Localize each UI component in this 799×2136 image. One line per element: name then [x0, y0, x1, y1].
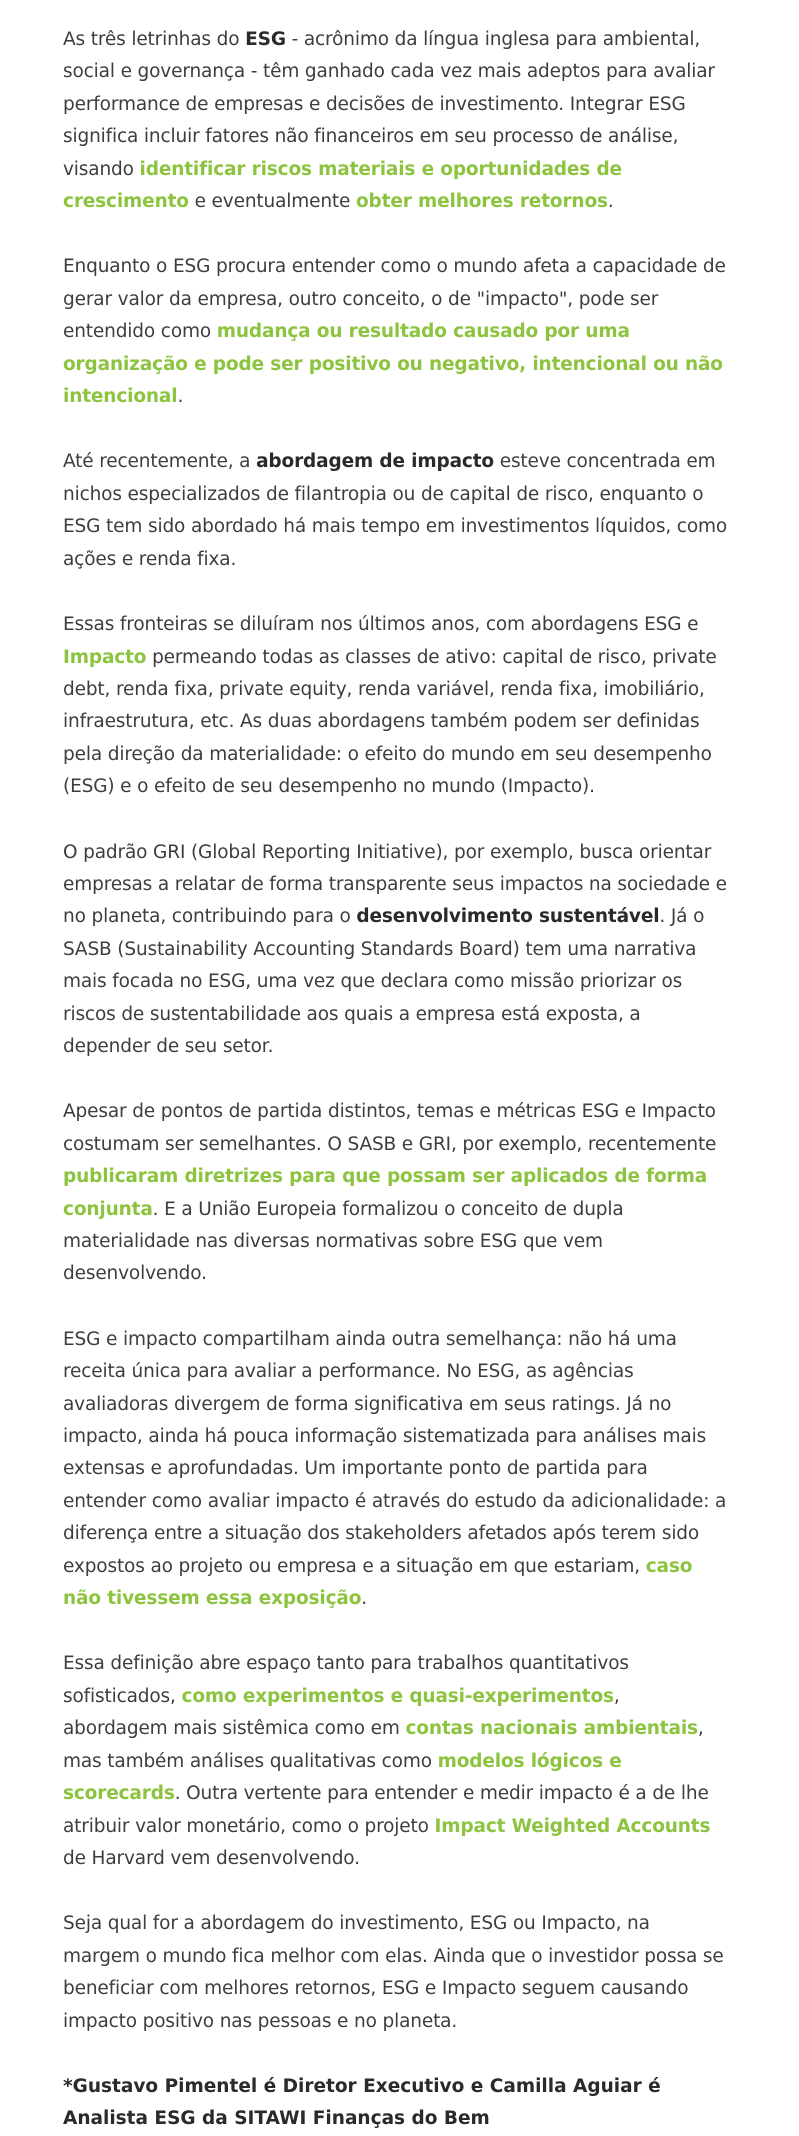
- text: ESG e impacto compartilham ainda outra semelhança: não há uma receita única para avaliar a performance. No ESG, as agências avaliadoras divergem de forma significativa em seus ratings. Já no impacto, ainda há pouca informação sistematizada para análises mais extensas e aprofundadas. Um importante ponto de partida para entender como avaliar impacto é através do estudo da adicionalidade: a diferença entre a situação dos stakeholders afetados após terem sido expostos ao projeto ou empresa e a situação em que estariam,: [63, 1328, 727, 1577]
- article-body: [63, 24, 729, 2136]
- text: Enquanto o ESG procura entender como o mundo afeta a capacidade de gerar valor da empresa, outro conceito, o de "impacto", pode ser entendido como: [63, 256, 726, 343]
- text: . Já o SASB (Sustainability Accounting Standards Board) tem uma narrativa mais focada no ESG, uma vez que declara como missão priorizar os riscos de sustentabilidade aos quais a empresa está exposta, a depender de seu setor.: [63, 906, 705, 1057]
- paragraph-abordagem-impacto: [63, 446, 729, 576]
- text: esteve concentrada em nichos especializados de filantropia ou de capital de risco, enquanto o ESG tem sido abordado há mais tempo em investimentos líquidos, como ações e renda fixa.: [63, 451, 728, 570]
- link-identificar-riscos[interactable]: identificar riscos materiais e oportunidades de crescimento: [63, 158, 622, 213]
- text: O padrão GRI (Global Reporting Initiative), por exemplo, busca orientar empresas a relatar de forma transparente seus impactos na sociedade e no planeta, contribuindo para o: [63, 841, 727, 928]
- text: Essa definição abre espaço tanto para trabalhos quantitativos sofisticados,: [63, 1653, 629, 1707]
- paragraph-pontos-partida: [63, 1096, 729, 1290]
- text: , mas também análises qualitativas como: [63, 1718, 704, 1772]
- text: , abordagem mais sistêmica como em: [63, 1685, 620, 1740]
- link-caso-nao-tivessem[interactable]: caso não tivessem essa exposição: [63, 1555, 693, 1610]
- text: Essas fronteiras se diluíram nos últimos anos, com abordagens ESG e: [63, 614, 699, 636]
- text: Apesar de pontos de partida distintos, temas e métricas ESG e Impacto costumam ser semelhantes. O SASB e GRI, por exemplo, recentemente: [63, 1101, 717, 1155]
- author-note: *Gustavo Pimentel é Diretor Executivo e Camilla Aguiar é Analista ESG da SITAWI Finanças do Bem: [63, 2075, 661, 2130]
- text: . Outra vertente para entender e medir impacto é a de lhe atribuir valor monetário, como o projeto: [63, 1783, 709, 1837]
- paragraph-conclusao: [63, 1908, 729, 2038]
- bold-esg: ESG: [245, 29, 286, 50]
- paragraph-esg-intro: [63, 24, 729, 218]
- text: Até recentemente, a: [63, 451, 257, 473]
- link-impacto[interactable]: Impacto: [63, 646, 147, 668]
- text: .: [177, 386, 184, 408]
- bold-abordagem-impacto: abordagem de impacto: [256, 451, 494, 473]
- paragraph-definicao: [63, 1648, 729, 1875]
- paragraph-impacto-concept: [63, 251, 729, 413]
- text: e eventualmente: [188, 191, 356, 213]
- text: Seja qual for a abordagem do investimento, ESG ou Impacto, na margem o mundo fica melhor com elas. Ainda que o investidor possa se beneficiar com melhores retornos, ESG e Impacto seguem causando impacto positivo nas pessoas e no planeta.: [63, 1913, 724, 2032]
- bold-desenvolvimento-sustentavel: desenvolvimento sustentável: [356, 906, 660, 928]
- text: permeando todas as classes de ativo: capital de risco, private debt, renda fixa, private equity, renda variável, renda fixa, imobiliário, infraestrutura, etc. As duas abordagens também podem ser definidas pela direção da materialidade: o efeito do mundo em seu desempenho (ESG) e o efeito de seu desempenho no mundo (Impacto).: [63, 646, 717, 798]
- paragraph-semelhanca: [63, 1324, 729, 1616]
- text: de Harvard vem desenvolvendo.: [63, 1847, 360, 1869]
- link-modelos-logicos[interactable]: modelos lógicos e scorecards: [63, 1750, 622, 1805]
- text: . E a União Europeia formalizou o conceito de dupla materialidade nas diversas normativas sobre ESG que vem desenvolvendo.: [63, 1198, 624, 1285]
- link-mudanca-resultado[interactable]: mudança ou resultado causado por uma organização e pode ser positivo ou negativo, intencional ou não intencional: [63, 321, 723, 408]
- paragraph-fronteiras: [63, 609, 729, 803]
- text: .: [361, 1588, 368, 1610]
- link-impact-weighted-accounts[interactable]: Impact Weighted Accounts: [434, 1815, 711, 1837]
- paragraph-gri-sasb: [63, 837, 729, 1064]
- link-obter-retornos[interactable]: obter melhores retornos: [356, 191, 608, 213]
- link-publicaram-diretrizes[interactable]: publicaram diretrizes para que possam ser aplicados de forma conjunta: [63, 1166, 708, 1220]
- text: As três letrinhas do: [63, 29, 246, 50]
- link-experimentos[interactable]: como experimentos e quasi-experimentos: [181, 1685, 614, 1707]
- text: - acrônimo da língua inglesa para ambiental, social e governança - têm ganhado cada vez mais adeptos para avaliar performance de empresas e decisões de investimento. Integrar ESG significa incluir fatores não financeiros em seu processo de análise, visando: [63, 29, 715, 180]
- text: .: [607, 191, 614, 213]
- link-contas-nacionais[interactable]: contas nacionais ambientais: [405, 1718, 698, 1740]
